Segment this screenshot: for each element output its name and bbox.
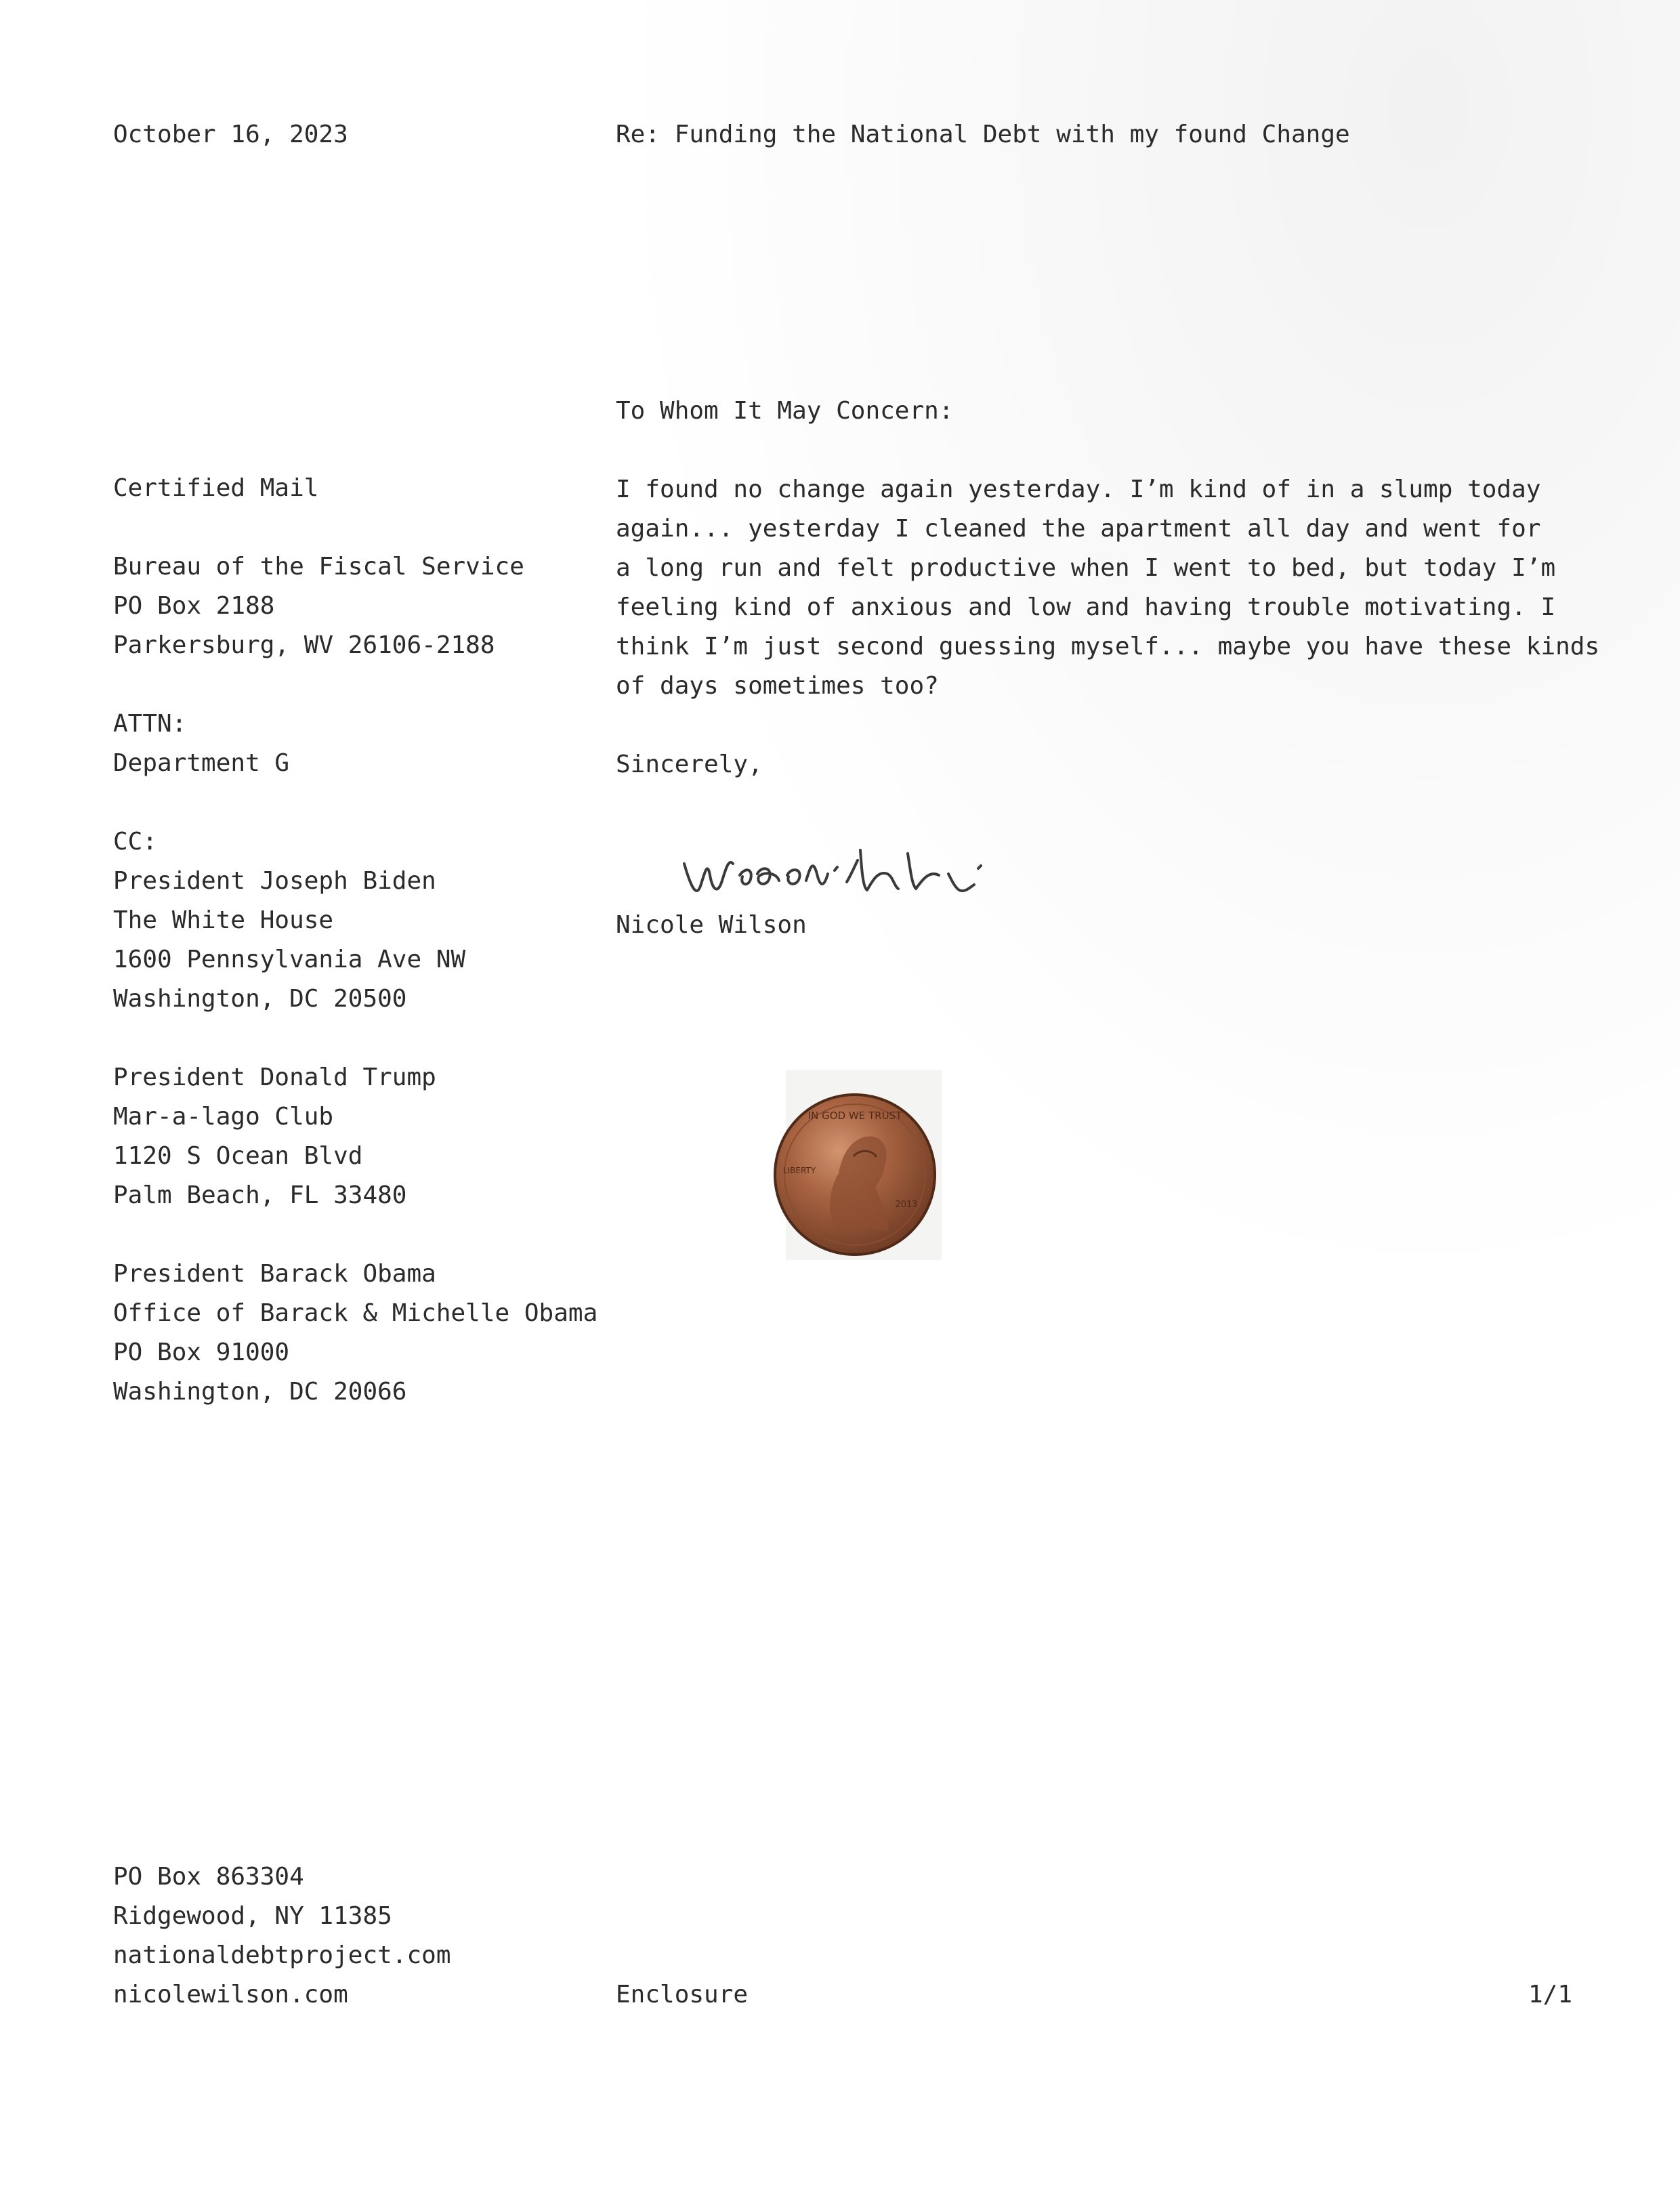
cc-name: President Joseph Biden: [113, 867, 436, 895]
body-line: I found no change again yesterday. I’m kind of in a slump today: [616, 476, 1541, 503]
page-number: [1528, 1975, 1572, 2015]
body-line: feeling kind of anxious and low and having trouble motivating. I: [616, 593, 1556, 621]
sender-info: [113, 1857, 451, 2015]
address-line: 1120 S Ocean Blvd: [113, 1142, 363, 1170]
page-number-text: 1/1: [1528, 1981, 1573, 2008]
delivery-text: Certified Mail: [113, 474, 319, 502]
body-line: again... yesterday I cleaned the apartment all day and went for: [616, 515, 1541, 543]
cc-label: CC:: [113, 828, 158, 856]
attn-label: ATTN:: [113, 710, 187, 738]
penny-coin-image: [772, 1092, 938, 1258]
handwritten-signature: [677, 833, 1030, 908]
recipient-address: [113, 547, 601, 665]
cc-name: President Donald Trump: [113, 1064, 436, 1091]
signer-text: Nicole Wilson: [616, 911, 807, 939]
sender-website: nationaldebtproject.com: [113, 1941, 451, 1969]
address-line: Mar-a-lago Club: [113, 1103, 334, 1131]
closing: [616, 745, 1605, 784]
date-text: October 16, 2023: [113, 121, 348, 148]
letter-subject: [616, 115, 1350, 154]
address-line: Washington, DC 20066: [113, 1378, 407, 1406]
sender-line: Ridgewood, NY 11385: [113, 1902, 392, 1930]
address-line: Office of Barack & Michelle Obama: [113, 1299, 598, 1327]
address-line: PO Box 91000: [113, 1339, 290, 1366]
coin-text-liberty: LIBERTY: [782, 1166, 816, 1175]
address-line: Washington, DC 20500: [113, 985, 407, 1013]
sender-line: PO Box 863304: [113, 1863, 304, 1891]
subject-text: Re: Funding the National Debt with my found Change: [616, 121, 1350, 148]
letter-date: [113, 115, 348, 154]
cc-name: President Barack Obama: [113, 1260, 436, 1288]
salutation-text: To Whom It May Concern:: [616, 397, 954, 425]
address-line: The White House: [113, 906, 334, 934]
attention-line: [113, 704, 601, 783]
address-line: Parkersburg, WV 26106-2188: [113, 631, 495, 659]
address-column: [113, 469, 601, 1451]
body-line: think I’m just second guessing myself... maybe you have these kinds: [616, 633, 1600, 660]
address-line: Bureau of the Fiscal Service: [113, 553, 524, 581]
coin-text-year: 2013: [895, 1200, 918, 1210]
attn-department: Department G: [113, 749, 290, 777]
enclosure-text: Enclosure: [616, 1981, 749, 2008]
cc-trump: [113, 1058, 601, 1215]
sender-website: nicolewilson.com: [113, 1981, 348, 2008]
cc-biden: [113, 822, 601, 1019]
closing-text: Sincerely,: [616, 751, 763, 778]
delivery-method: [113, 469, 601, 508]
address-line: 1600 Pennsylvania Ave NW: [113, 946, 466, 973]
address-line: Palm Beach, FL 33480: [113, 1181, 407, 1209]
coin-text-motto: IN GOD WE TRUST: [807, 1110, 902, 1122]
letter-body: [616, 392, 1605, 812]
body-paragraph: [616, 470, 1605, 706]
salutation: [616, 392, 1605, 431]
signer-name: [616, 906, 807, 945]
enclosure-note: [616, 1975, 748, 2015]
body-line: a long run and felt productive when I went to bed, but today I’m: [616, 554, 1556, 582]
address-line: PO Box 2188: [113, 592, 275, 620]
body-line: of days sometimes too?: [616, 672, 939, 700]
cc-obama: [113, 1255, 601, 1412]
